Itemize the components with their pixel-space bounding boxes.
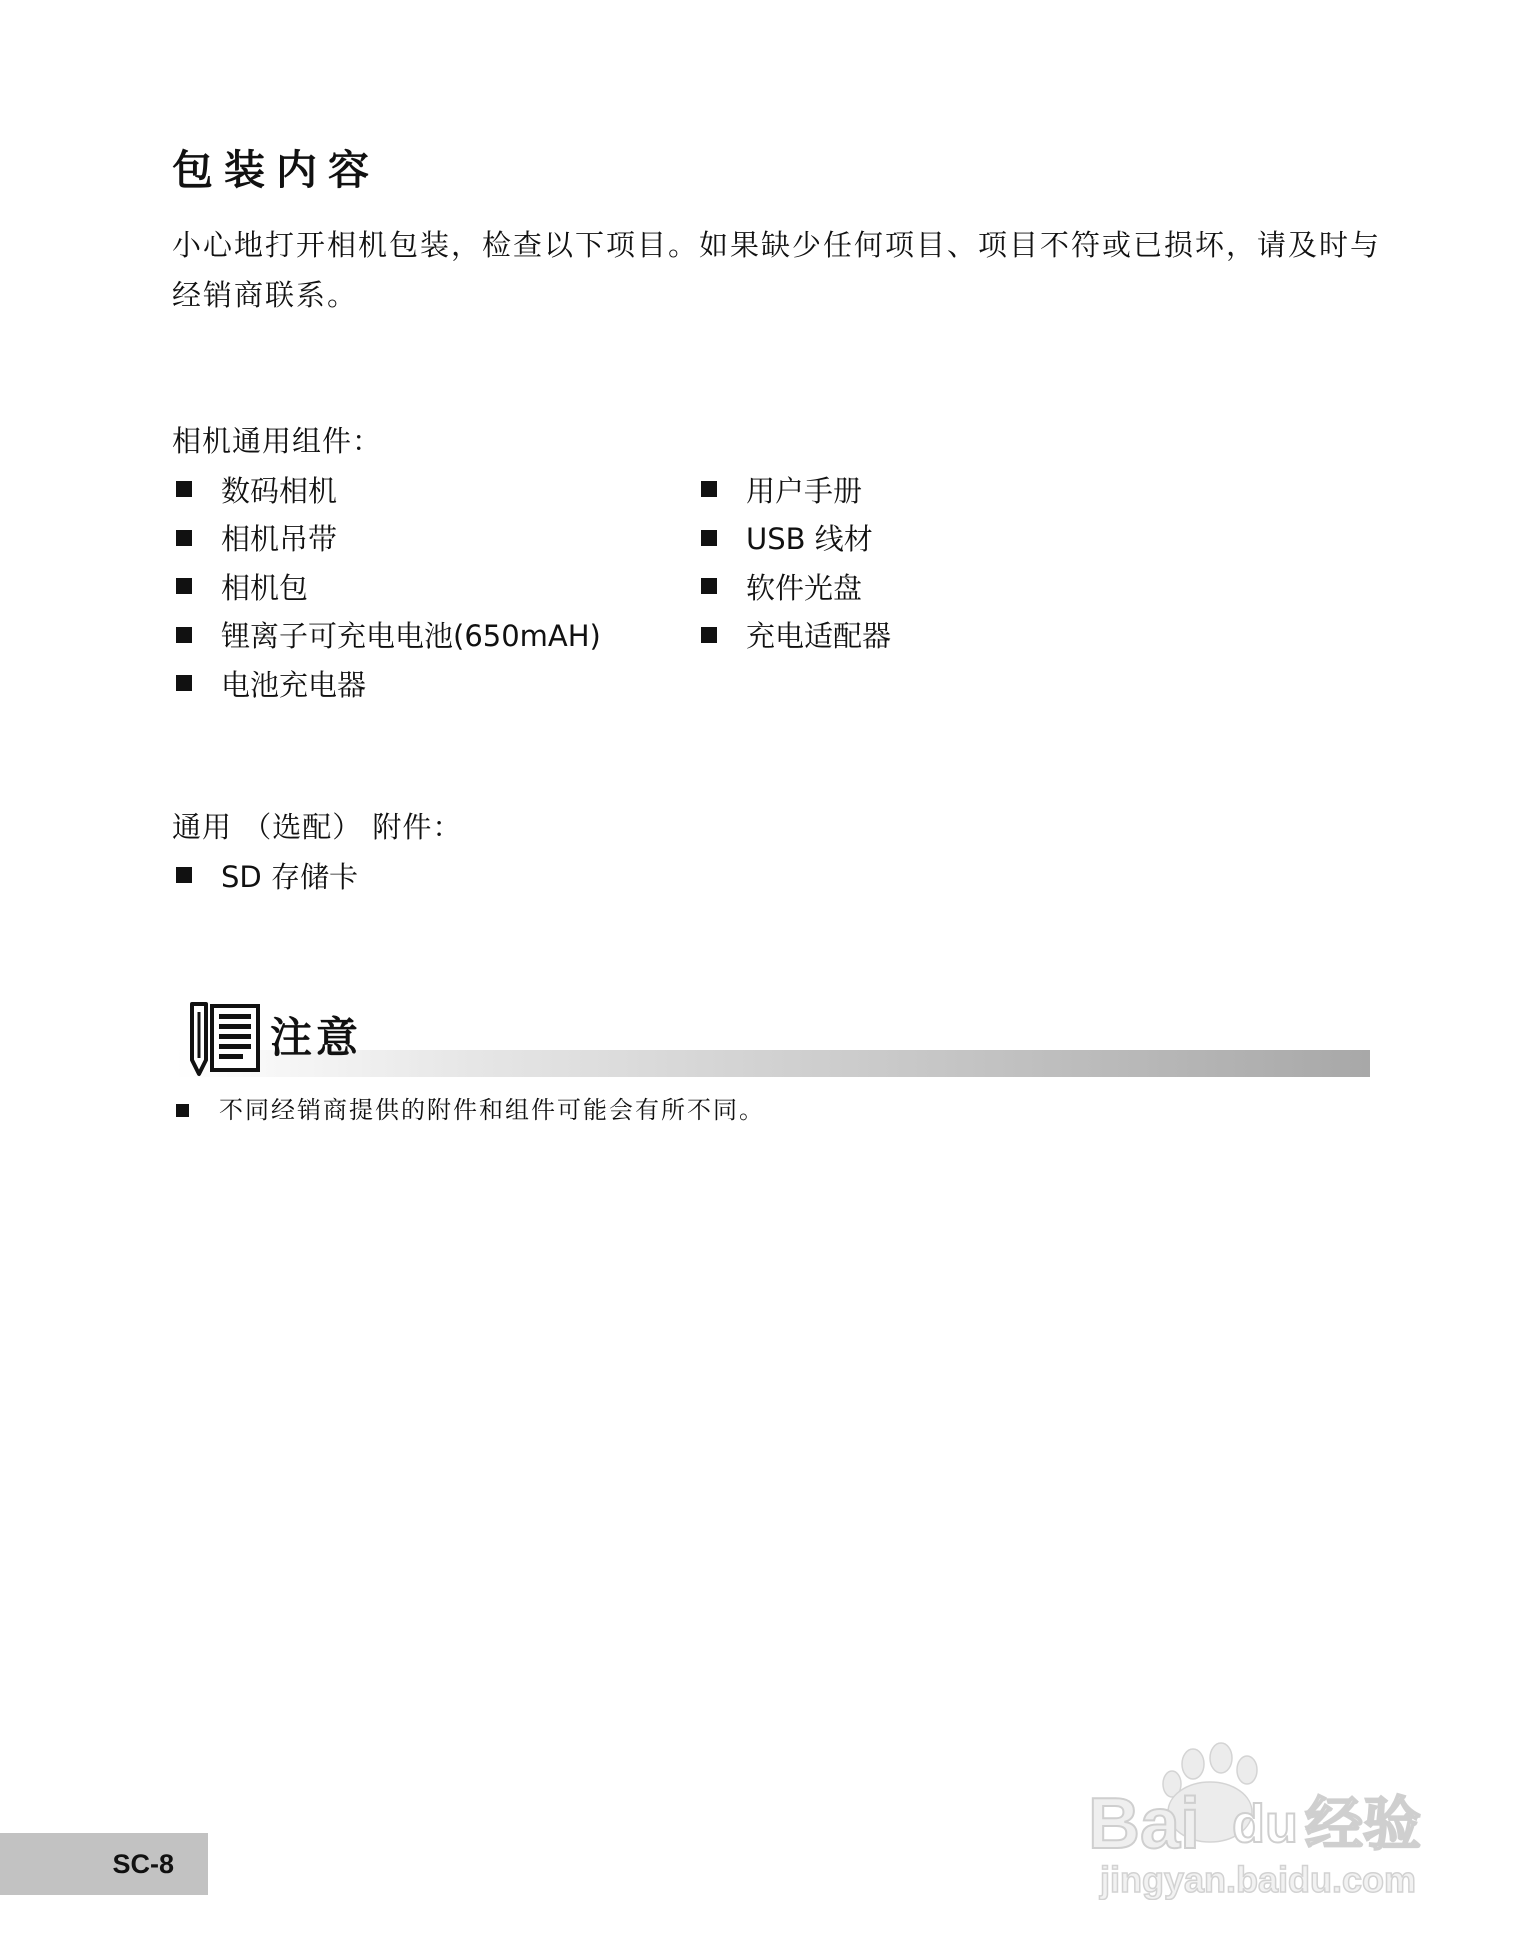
bullet-square-icon [701, 481, 717, 497]
page-number: SC-8 [112, 1849, 174, 1879]
bullet-square-icon [176, 627, 192, 643]
common-components-label: 相机通用组件： [172, 424, 383, 458]
common-components-list-left [172, 465, 601, 708]
list-item [697, 611, 891, 660]
list-item-label: 用户手册 [746, 473, 863, 508]
baidu-jingyan-watermark-logo [1050, 1720, 1470, 1900]
common-components-list-right [697, 465, 891, 659]
list-item [697, 514, 891, 563]
optional-accessories-list [172, 851, 358, 900]
list-item [172, 611, 601, 660]
list-item-label: 相机包 [221, 570, 309, 605]
bullet-square-icon [701, 530, 717, 546]
note-text: 不同经销商提供的附件和组件可能会有所不同。 [219, 1096, 765, 1124]
note-title: 注意 [270, 1013, 363, 1062]
bullet-square-icon [701, 578, 717, 594]
watermark-suffix: 经验 [1305, 1790, 1422, 1858]
list-item [172, 851, 358, 900]
list-item [172, 514, 601, 563]
list-item-label: 软件光盘 [746, 570, 863, 605]
list-item [172, 659, 601, 708]
list-item [697, 562, 891, 611]
list-item [172, 465, 601, 514]
note-item [172, 1094, 765, 1126]
bullet-square-icon [176, 530, 192, 546]
list-item-label: 相机吊带 [221, 522, 338, 557]
list-item [172, 562, 601, 611]
bullet-square-icon [176, 1104, 189, 1117]
watermark-brand-du: du [1232, 1794, 1298, 1854]
watermark-brand: Bai [1088, 1784, 1201, 1864]
list-item-label: 数码相机 [221, 473, 338, 508]
watermark-url: jingyan.baidu.com [1100, 1859, 1417, 1900]
list-item-label: 锂离子可充电电池(650mAH) [221, 619, 601, 654]
list-item-label: SD 存储卡 [221, 859, 358, 894]
bullet-square-icon [176, 578, 192, 594]
bullet-square-icon [701, 627, 717, 643]
intro-paragraph: 小心地打开相机包装，检查以下项目。如果缺少任何项目、项目不符或已损坏，请及时与经销商联系。 [172, 228, 1382, 312]
note-pencil-icon [186, 1002, 264, 1080]
bullet-square-icon [176, 481, 192, 497]
list-item-label: 电池充电器 [221, 667, 367, 702]
list-item-label: 充电适配器 [746, 619, 892, 654]
bullet-square-icon [176, 867, 192, 883]
list-item-label: USB 线材 [746, 522, 873, 557]
list-item [697, 465, 891, 514]
bullet-square-icon [176, 675, 192, 691]
optional-accessories-label: 通用 （选配） 附件： [172, 810, 463, 844]
page-title: 包装内容 [172, 146, 380, 194]
